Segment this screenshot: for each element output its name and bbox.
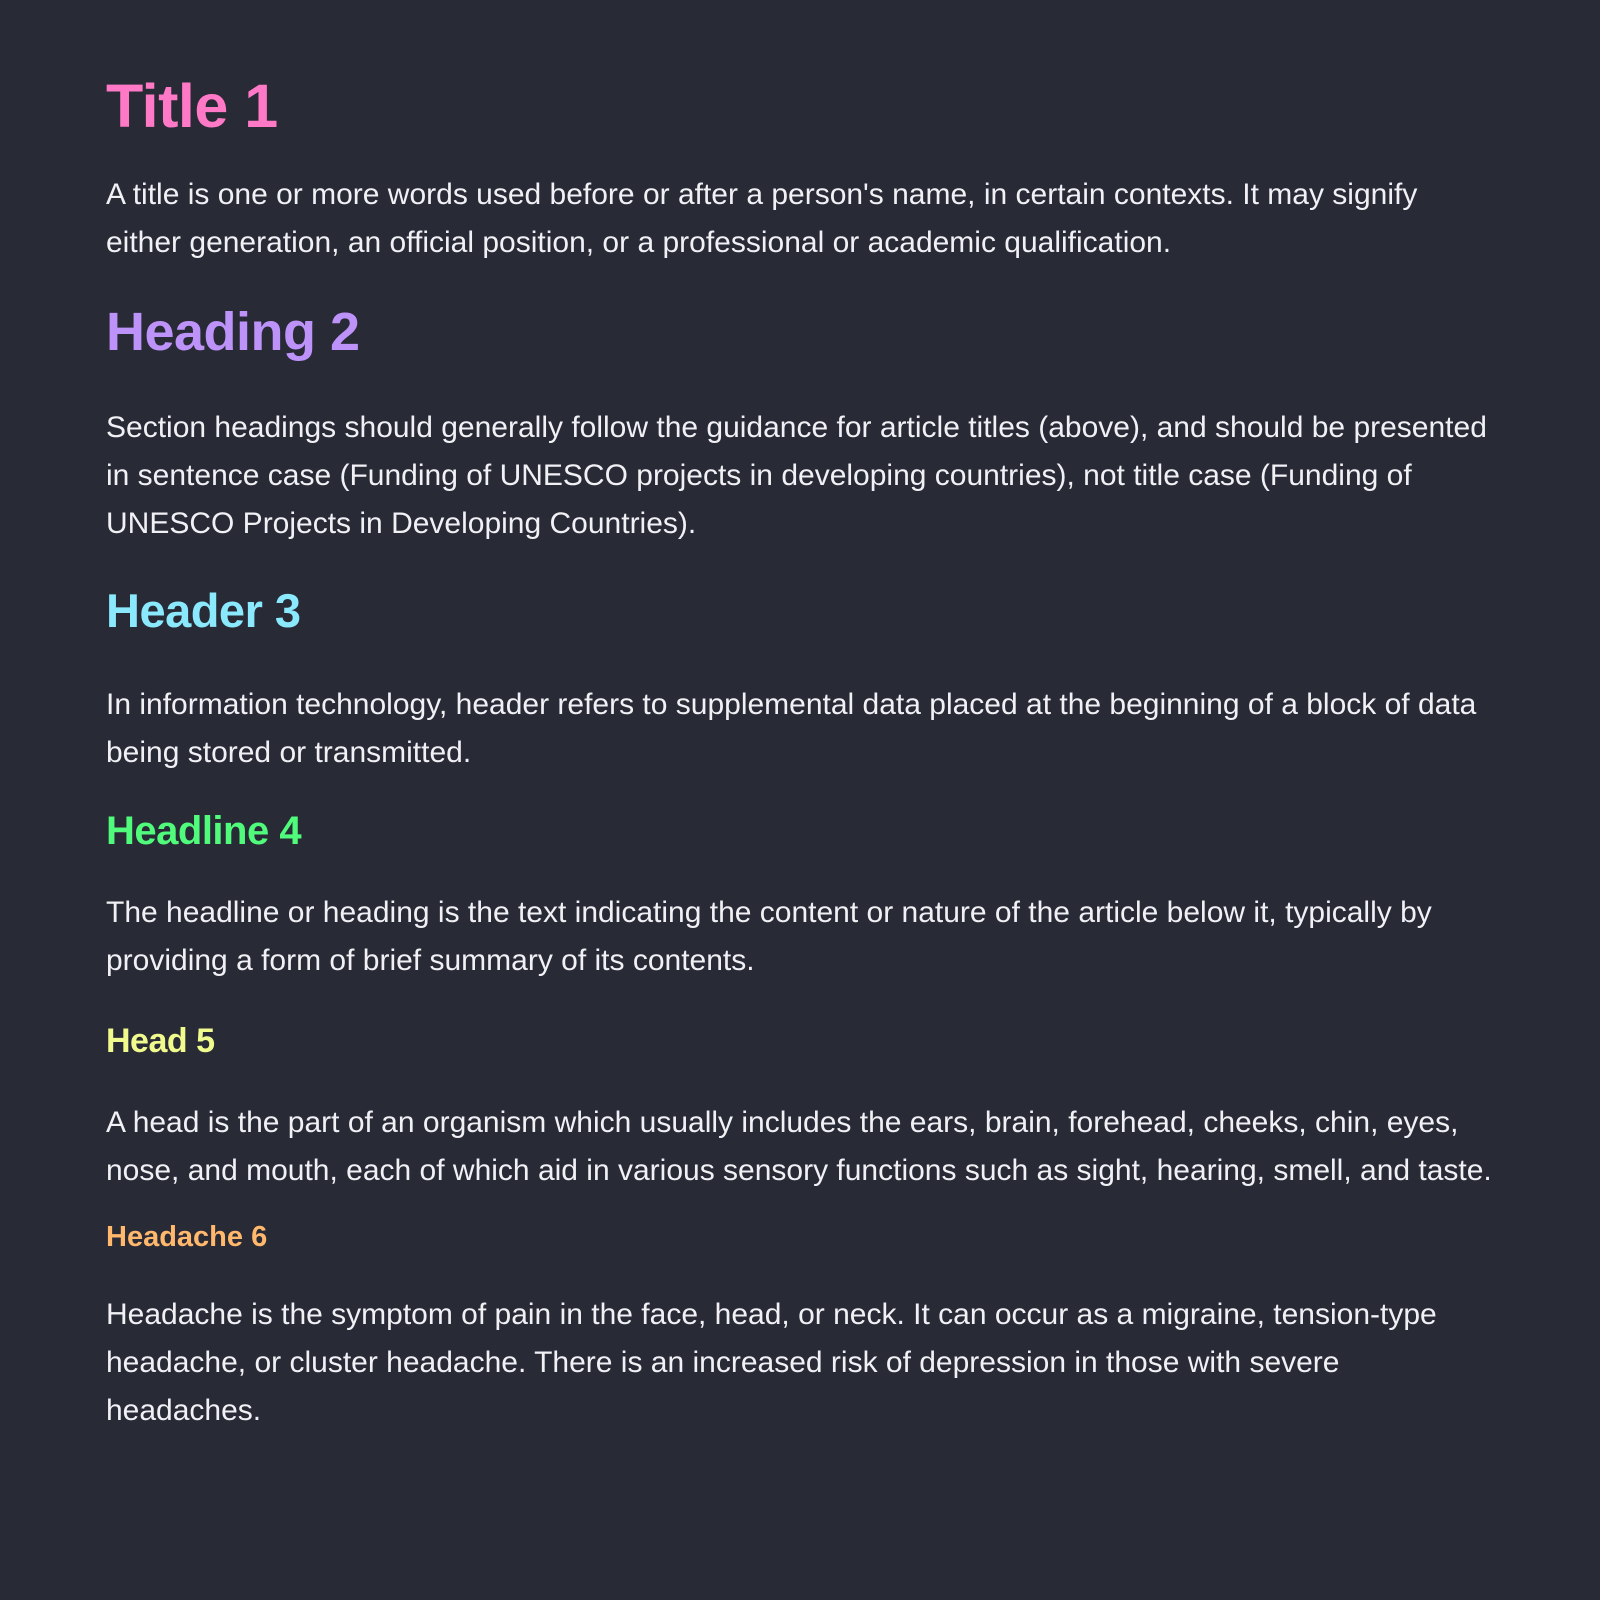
paragraph-headache: Headache is the symptom of pain in the face, head, or neck. It can occur as a migraine, tension-type headache, or cluster headache. There is an increased risk of depression in those with severe headaches. — [106, 1298, 1437, 1427]
heading-headache-6: Headache 6 — [106, 1221, 268, 1253]
heading-heading-2: Heading 2 — [106, 302, 360, 362]
heading-head-5: Head 5 — [106, 1022, 215, 1060]
heading-header-3: Header 3 — [106, 584, 301, 637]
paragraph-heading: Section headings should generally follow the guidance for article titles (above), and should be presented in sentence case (Funding of UNESCO projects in developing countries), not title case (Funding of UNESCO Projects in Developing Countries). — [106, 411, 1487, 540]
paragraph-header: In information technology, header refers to supplemental data placed at the beginning of a block of data being stored or transmitted. — [106, 688, 1477, 769]
paragraph-title: A title is one or more words used before or after a person's name, in certain contexts. It may signify either generation, an official position, or a professional or academic qualification. — [106, 178, 1418, 259]
paragraph-headline: The headline or heading is the text indicating the content or nature of the article below it, typically by providing a form of brief summary of its contents. — [106, 896, 1432, 977]
heading-title-1: Title 1 — [106, 72, 278, 140]
heading-headline-4: Headline 4 — [106, 809, 302, 853]
paragraph-head: A head is the part of an organism which usually includes the ears, brain, forehead, cheeks, chin, eyes, nose, and mouth, each of which aid in various sensory functions such as sight, hearing, smell, and taste. — [106, 1106, 1492, 1187]
